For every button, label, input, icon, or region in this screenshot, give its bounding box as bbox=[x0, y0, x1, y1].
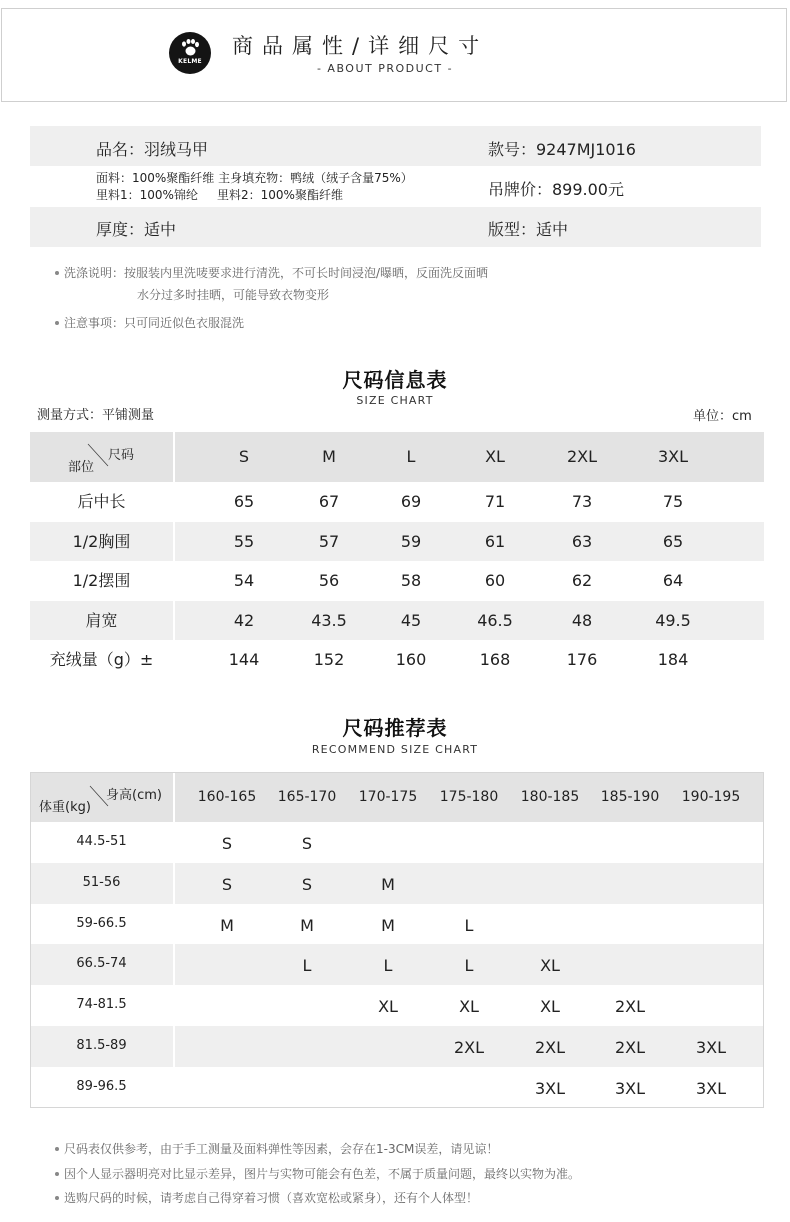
column-header: 185-190 bbox=[600, 789, 660, 805]
table-cell: 65 bbox=[233, 492, 255, 511]
column-divider bbox=[173, 432, 175, 680]
table-header-row bbox=[30, 772, 764, 822]
table-row bbox=[30, 904, 764, 945]
bullet-dot bbox=[55, 1147, 59, 1151]
column-header: M bbox=[322, 447, 336, 466]
table-cell: XL bbox=[459, 997, 479, 1017]
row-label: 89-96.5 bbox=[76, 1078, 127, 1094]
column-header: 190-195 bbox=[681, 789, 741, 805]
row-label: 44.5-51 bbox=[76, 834, 127, 849]
footer-note-1 bbox=[55, 1140, 498, 1157]
measure-method: 测量方式：平铺测量 bbox=[37, 408, 155, 423]
table-row bbox=[30, 482, 764, 522]
size-chart-table bbox=[30, 432, 764, 680]
table-cell: 3XL bbox=[534, 1078, 566, 1098]
table-row bbox=[30, 863, 764, 904]
column-header: S bbox=[238, 447, 250, 466]
wash-note bbox=[55, 264, 488, 281]
footer-note-2 bbox=[55, 1165, 580, 1182]
bullet-dot bbox=[55, 271, 59, 275]
row-label: 1/2摆围 bbox=[72, 571, 131, 591]
table-cell: M bbox=[220, 915, 234, 935]
table-cell: 144 bbox=[228, 650, 260, 670]
table-cell: 48 bbox=[571, 610, 593, 630]
wash-text-2: 水分过多时挂晒，可能导致衣物变形 bbox=[137, 288, 330, 302]
table-row bbox=[30, 522, 764, 562]
table-row bbox=[30, 561, 764, 601]
row-label: 充绒量（g）± bbox=[49, 650, 154, 670]
table-cell: 160 bbox=[395, 650, 427, 670]
column-header: L bbox=[406, 447, 416, 466]
row-label: 肩宽 bbox=[85, 610, 118, 630]
corner-header-cell bbox=[30, 432, 173, 482]
table-cell: 64 bbox=[662, 571, 684, 591]
size-chart-title: 尺码信息表 bbox=[342, 368, 448, 392]
product-style-no: 款号：9247MJ1016 bbox=[488, 140, 636, 159]
table-cell: 69 bbox=[400, 492, 422, 511]
table-cell: 3XL bbox=[614, 1078, 646, 1098]
table-cell: S bbox=[221, 834, 233, 853]
table-cell: 3XL bbox=[695, 1038, 727, 1057]
notice-label: 注意事项： bbox=[64, 316, 125, 330]
table-cell: 54 bbox=[233, 571, 255, 591]
table-cell: 73 bbox=[571, 492, 593, 511]
table-cell: 59 bbox=[400, 531, 422, 551]
paw-icon bbox=[180, 39, 200, 57]
row-label: 后中长 bbox=[77, 492, 126, 511]
table-cell: L bbox=[383, 956, 393, 976]
row-label: 81.5-89 bbox=[76, 1038, 127, 1053]
table-header-row bbox=[30, 432, 764, 482]
bullet-dot bbox=[55, 1172, 59, 1176]
bullet-dot bbox=[55, 321, 59, 325]
footer-note-text: 因个人显示器明亮对比显示差异，图片与实物可能会有色差，不属于质量问题，最终以实物为准。 bbox=[64, 1167, 581, 1181]
table-cell: 45 bbox=[400, 610, 422, 630]
corner-label-bottom: 体重(kg) bbox=[39, 800, 91, 815]
table-cell: XL bbox=[540, 997, 560, 1017]
table-cell: 49.5 bbox=[655, 610, 691, 630]
recommend-chart-table bbox=[30, 772, 764, 1108]
table-cell: 3XL bbox=[695, 1078, 727, 1098]
column-header: 3XL bbox=[657, 447, 689, 466]
recommend-chart-subtitle: RECOMMEND SIZE CHART bbox=[311, 743, 479, 756]
column-header: 175-180 bbox=[439, 789, 499, 805]
table-cell: 42 bbox=[233, 610, 255, 630]
table-cell: 75 bbox=[662, 492, 684, 511]
column-header: 180-185 bbox=[520, 789, 580, 805]
table-cell: 168 bbox=[479, 650, 511, 670]
table-cell: 58 bbox=[400, 571, 422, 591]
table-cell: 152 bbox=[313, 650, 345, 670]
corner-header-cell bbox=[30, 772, 173, 822]
table-cell: 2XL bbox=[453, 1038, 485, 1057]
table-cell: 67 bbox=[318, 492, 340, 511]
notice-note bbox=[55, 314, 244, 331]
table-cell: M bbox=[300, 915, 314, 935]
table-cell: M bbox=[381, 874, 395, 894]
table-cell: S bbox=[301, 834, 313, 853]
table-cell: L bbox=[302, 956, 312, 976]
table-cell: 56 bbox=[318, 571, 340, 591]
table-row bbox=[30, 822, 764, 863]
column-header: XL bbox=[485, 447, 505, 466]
table-cell: 184 bbox=[657, 650, 689, 670]
corner-label-top: 尺码 bbox=[108, 448, 135, 463]
table-cell: 63 bbox=[571, 531, 593, 551]
column-header: 165-170 bbox=[277, 789, 337, 805]
column-header: 2XL bbox=[566, 447, 598, 466]
table-cell: 43.5 bbox=[311, 610, 347, 630]
table-cell: 57 bbox=[318, 531, 340, 551]
table-row bbox=[30, 601, 764, 641]
table-cell: 46.5 bbox=[477, 610, 513, 630]
product-fit: 版型：适中 bbox=[488, 220, 569, 239]
table-cell: M bbox=[381, 915, 395, 935]
footer-note-text: 选购尺码的时候，请考虑自己得穿着习惯（喜欢宽松或紧身），还有个人体型！ bbox=[64, 1191, 479, 1205]
table-cell: XL bbox=[540, 956, 560, 976]
page-subtitle: - ABOUT PRODUCT - bbox=[316, 62, 454, 75]
row-label: 66.5-74 bbox=[76, 956, 127, 972]
table-cell: 176 bbox=[566, 650, 598, 670]
column-divider bbox=[173, 772, 175, 1108]
table-cell: 60 bbox=[484, 571, 506, 591]
table-cell: 71 bbox=[484, 492, 506, 511]
table-cell: 2XL bbox=[614, 1038, 646, 1057]
table-row bbox=[30, 1067, 764, 1108]
logo-text: KELME bbox=[178, 58, 202, 65]
table-cell: S bbox=[221, 874, 233, 894]
diagonal-divider bbox=[30, 432, 173, 482]
size-chart-subtitle: SIZE CHART bbox=[356, 394, 434, 407]
wash-text-1: 按服装内里洗唛要求进行清洗，不可长时间浸泡/曝晒，反面洗反面晒 bbox=[124, 266, 489, 280]
table-cell: 65 bbox=[662, 531, 684, 551]
wash-label: 洗涤说明： bbox=[64, 266, 125, 280]
corner-label-top: 身高(cm) bbox=[106, 788, 162, 803]
corner-label-bottom: 部位 bbox=[68, 460, 95, 475]
row-label: 51-56 bbox=[82, 874, 121, 890]
row-label: 74-81.5 bbox=[76, 997, 127, 1013]
table-row bbox=[30, 1026, 764, 1067]
table-row bbox=[30, 944, 764, 985]
row-label: 1/2胸围 bbox=[72, 531, 131, 551]
row-label: 59-66.5 bbox=[76, 915, 127, 931]
table-cell: 62 bbox=[571, 571, 593, 591]
bullet-dot bbox=[55, 1196, 59, 1200]
table-row bbox=[30, 985, 764, 1026]
tag-price: 吊牌价：899.00元 bbox=[488, 180, 624, 199]
table-cell: XL bbox=[378, 997, 398, 1017]
column-header: 160-165 bbox=[197, 789, 257, 805]
fabric-line-1: 面料：100%聚酯纤维 主身填充物：鸭绒（绒子含量75%） bbox=[96, 171, 413, 185]
table-cell: 2XL bbox=[534, 1038, 566, 1057]
recommend-chart-title: 尺码推荐表 bbox=[342, 716, 448, 740]
product-name: 品名：羽绒马甲 bbox=[96, 140, 209, 159]
fabric-line-2: 里料1：100%锦纶 里料2：100%聚酯纤维 bbox=[96, 188, 343, 202]
size-unit: 单位：cm bbox=[693, 409, 752, 424]
table-cell: L bbox=[464, 956, 474, 976]
footer-note-text: 尺码表仅供参考，由于手工测量及面料弹性等因素，会存在1-3CM误差，请见谅！ bbox=[64, 1142, 499, 1156]
product-thickness: 厚度：适中 bbox=[96, 220, 177, 239]
kelme-logo bbox=[169, 32, 211, 74]
notice-text: 只可同近似色衣服混洗 bbox=[124, 316, 245, 330]
table-cell: 55 bbox=[233, 531, 255, 551]
page-title: 商品属性/详细尺寸 bbox=[232, 34, 489, 58]
table-cell: S bbox=[301, 874, 313, 894]
footer-note-3 bbox=[55, 1189, 478, 1206]
table-cell: 2XL bbox=[614, 997, 646, 1017]
table-cell: 61 bbox=[484, 531, 506, 551]
table-cell: L bbox=[464, 915, 474, 935]
table-row bbox=[30, 640, 764, 680]
column-header: 170-175 bbox=[358, 789, 418, 805]
